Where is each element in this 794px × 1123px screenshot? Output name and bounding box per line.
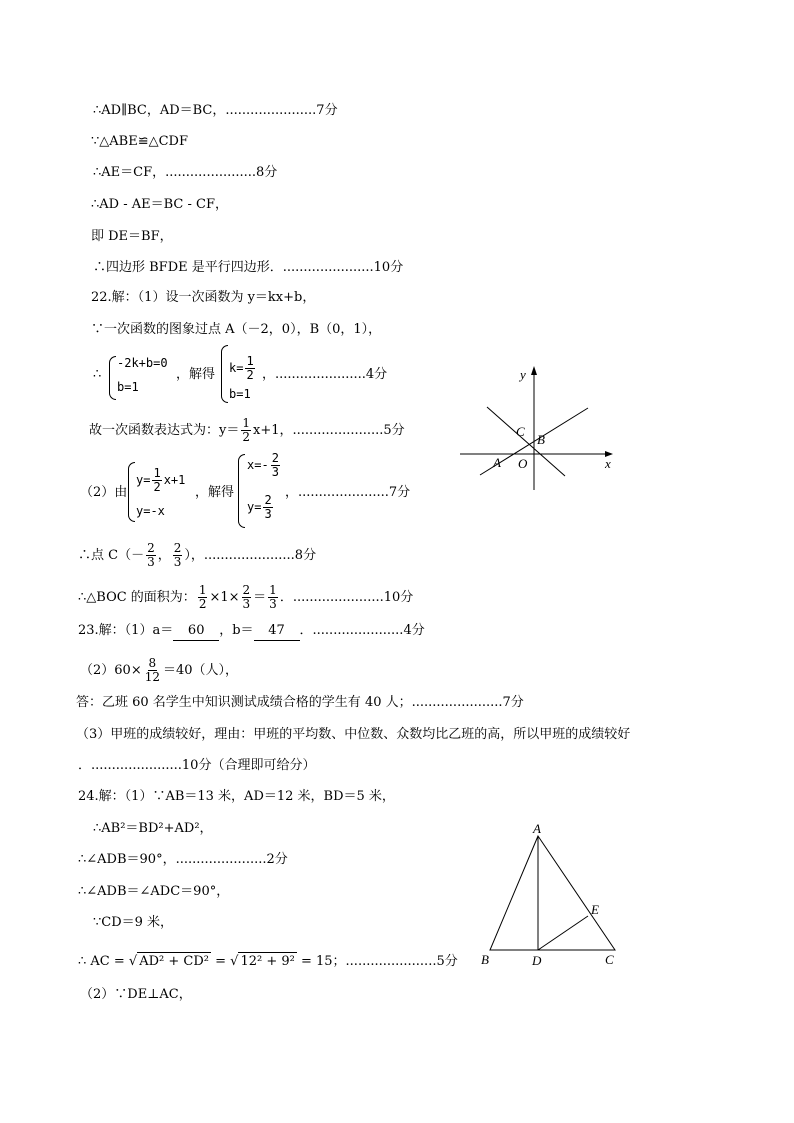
line-q23-2: （2）60× $\frac{8}{12}$ ＝40（人）， (80, 656, 239, 684)
point-c-label: C (516, 424, 525, 439)
line-de-bf: 即 DE＝BF， (91, 229, 173, 244)
line-angles-equal: ∴∠ADB＝∠ADC＝90°， (78, 884, 230, 899)
line-function-expression: 故一次函数表达式为：y＝ $\frac{1}{2}$ x+1，......................5分 (89, 416, 405, 444)
vertex-b-label: B (481, 952, 489, 967)
point-b-label: B (537, 432, 545, 447)
y-axis-label: y (520, 367, 526, 382)
line-angle-90: ∴∠ADB＝90°，......................2分 (78, 852, 288, 867)
vertex-c-label: C (605, 952, 614, 967)
line-q23-3: （3）甲班的成绩较好，理由：甲班的平均数、中位数、众数均比乙班的高，所以甲班的成绩较好 (76, 727, 631, 742)
line-q24-2: （2）∵DE⊥AC， (80, 987, 192, 1002)
point-d-label: D (532, 953, 542, 968)
origin-label: O (518, 456, 528, 471)
line-10: ∴四边形 BFDE 是平行四边形．......................10分 (93, 260, 404, 275)
line-point-c: ∴点 C（－ $\frac{2}{3}$ ， $\frac{2}{3}$ ），......................8分 (78, 541, 317, 569)
triangle-figure (475, 820, 625, 975)
line-q22-1: 22.解：（1）设一次函数为 y＝kx+b， (91, 290, 316, 305)
point-e-label: E (591, 902, 599, 917)
line-q22-points: ∵一次函数的图象过点 A（－2，0），B（0，1）， (91, 322, 382, 337)
vertex-a-label: A (533, 821, 541, 836)
line-q23-answer: 答：乙班 60 名学生中知识测试成绩合格的学生有 40 人；......................7分 (76, 695, 524, 710)
line-q23-3-score: ．......................10分（合理即可给分） (78, 758, 316, 773)
line-q24-1: 24.解：（1）∵AB＝13 米，AD＝12 米，BD＝5 米， (78, 789, 395, 804)
function-graph (455, 362, 625, 497)
line-cd: ∵CD＝9 米， (93, 915, 174, 930)
line-ac: ∴ AC = √ AD² + CD² = √ 12² + 9² = 15；......................5分 (78, 954, 458, 969)
line-7: ∴AD∥BC，AD＝BC，......................7分 (93, 103, 338, 118)
line-congruent: ∵△ABE≌△CDF (91, 134, 188, 149)
line-8: ∴AE＝CF，......................8分 (93, 165, 278, 180)
x-axis-label: x (605, 456, 611, 471)
point-a-label: A (493, 455, 501, 470)
line-subtract: ∴AD - AE＝BC - CF， (91, 197, 228, 212)
line-pythagoras: ∴AB²＝BD²+AD²， (93, 821, 213, 836)
line-area-boc: ∴△BOC 的面积为： $\frac{1}{2}$ ×1× $\frac{2}{3}$ ＝ $\frac{1}{3}$ ．......................10分 (78, 583, 414, 611)
line-q23-1: 23.解：（1）a＝ 60 ，b＝ 47 ．......................4分 (78, 622, 425, 641)
